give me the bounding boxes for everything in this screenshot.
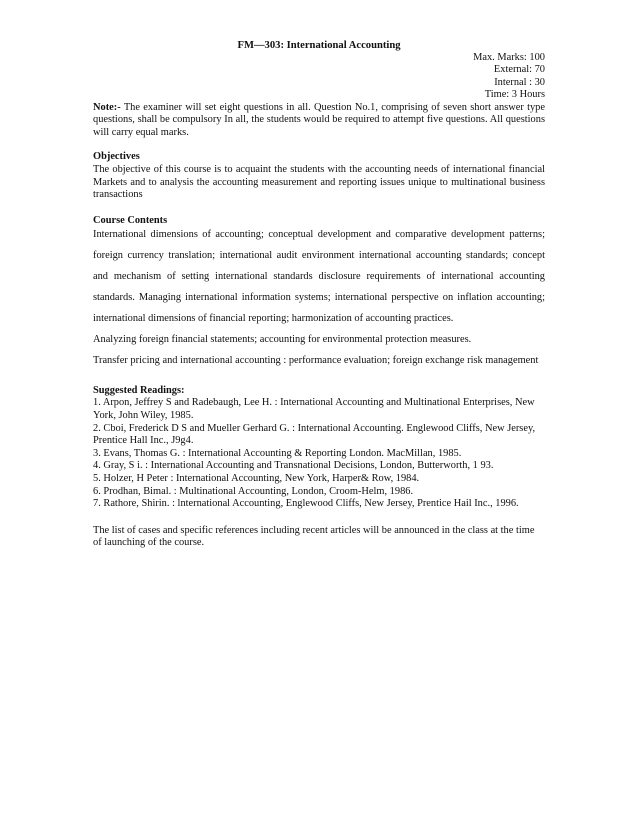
document-page xyxy=(93,40,545,550)
course-contents-line: standards. Managing international information systems; international perspective on inflation accounting; xyxy=(93,291,545,303)
reading-item: 5. Holzer, H Peter : International Accounting, New York, Harper& Row, 1984. xyxy=(93,472,420,484)
page-title: FM—303: International Accounting xyxy=(237,40,401,51)
reading-item: 4. Gray, S i. : International Accounting and Transnational Decisions, London, Butterworth, 1 93. xyxy=(93,460,494,472)
course-contents-line: International dimensions of accounting; conceptual development and comparative development patterns; xyxy=(93,228,545,240)
reading-item: 7. Rathore, Shirin. : lnternational Accounting, Englewood Cliffs, New Jersey, Prentice Hail Inc., 1996. xyxy=(93,498,519,510)
exam-time: Time: 3 Hours xyxy=(484,89,545,101)
course-contents-body xyxy=(93,224,545,371)
objectives-heading: Objectives xyxy=(93,151,140,163)
external-marks: External: 70 xyxy=(493,64,545,76)
reading-item: 1. Arpon, Jeffrey S and Radebaugh, Lee H. : International Accounting and Multinational Enterprises, New York, John Wiley, 1985. xyxy=(93,397,535,421)
note-label: Note:- xyxy=(93,101,121,113)
max-marks: Max. Marks: 100 xyxy=(473,52,545,63)
course-contents-line: Transfer pricing and international accounting : performance evaluation; foreign exchange risk management xyxy=(93,354,539,366)
note-text: The examiner will set eight questions in all. Question No.1, comprising of seven short answer type questions, shall be compulsory In all, the students would be required to attempt five questions. All questions will carry equal marks. xyxy=(93,101,545,138)
course-contents-line: foreign currency translation; international audit environment international accounting standards; concept xyxy=(93,249,545,261)
closing-note: The list of cases and specific references including recent articles will be announced in the class at the time of launching of the course. xyxy=(93,524,535,549)
objectives-text: The objective of this course is to acquaint the students with the accounting needs of international financial Markets and to analysis the accounting measurement and reporting issues unique to multinational business transactions xyxy=(93,164,545,201)
internal-marks: Internal : 30 xyxy=(494,76,545,88)
course-contents-line: Analyzing foreign financial statements; accounting for environmental protection measures. xyxy=(93,333,472,345)
marks-block xyxy=(93,52,545,102)
reading-item: 2. Cboi, Frederick D S and Mueller Gerhard G. : International Accounting. Englewood Cliffs, New Jersey, Prentice Hall Inc., J9g4. xyxy=(93,422,536,447)
course-contents-line: international dimensions of financial reporting; harmonization of accounting practices. xyxy=(93,312,454,324)
course-contents-line: and mechanism of setting international standards disclosure requirements of international accounting xyxy=(93,270,545,282)
readings-heading: Suggested Readings: xyxy=(93,384,185,396)
reading-item: 3. Evans, Thomas G. : International Accounting & Reporting London. MacMillan, 1985. xyxy=(93,447,462,459)
reading-item: 6. Prodhan, Bimal. : Multinational Accounting, London, Croom-Helm, 1986. xyxy=(93,485,414,497)
readings-list xyxy=(93,397,545,510)
course-contents-heading: Course Contents xyxy=(93,214,168,226)
note-paragraph xyxy=(93,102,545,140)
